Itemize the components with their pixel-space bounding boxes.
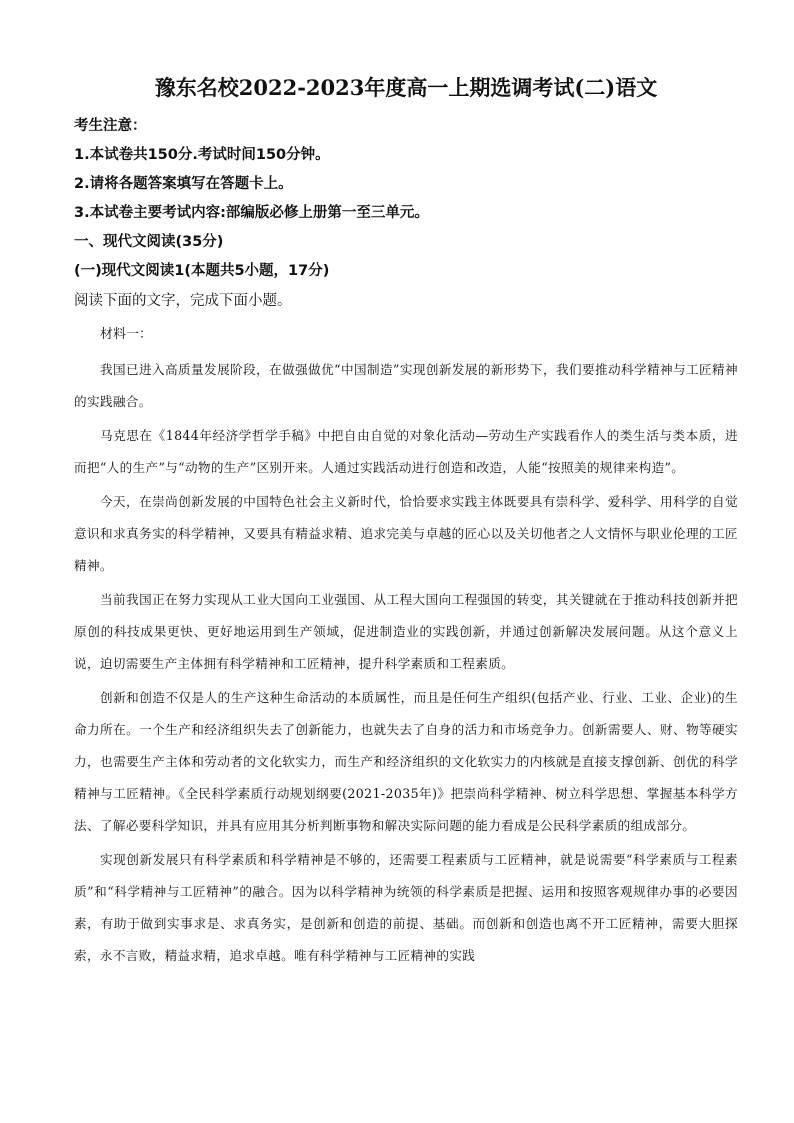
section-heading: 一、现代文阅读(35分) bbox=[74, 234, 224, 250]
material-paragraph: 当前我国正在努力实现从工业大国向工业强国、从工程大国向工程强国的转变，其关键就在于推动科技创新并把原创的科技成果更快、更好地运用到生产领域，促进制造业的实践创新，并通过创新解决发展问题。从这个意义上说，迫切需要生产主体拥有科学精神和工匠精神，提升科学素质和工程素质。 bbox=[74, 592, 738, 671]
exam-title: 豫东名校2022-2023年度高一上期选调考试(二)语文 bbox=[154, 75, 658, 100]
section-subheading: (一)现代文阅读1(本题共5小题，17分) bbox=[74, 263, 330, 279]
material-paragraph: 今天，在崇尚创新发展的中国特色社会主义新时代，恰恰要求实践主体既要具有崇科学、爱科学、用科学的自觉意识和求真务实的科学精神，又要具有精益求精、追求完美与卓越的匠心以及关切他者之人文情怀与职业伦理的工匠精神。 bbox=[74, 494, 738, 573]
material-paragraph: 我国已进入高质量发展阶段，在做强做优“中国制造”实现创新发展的新形势下，我们要推动科学精神与工匠精神的实践融合。 bbox=[74, 362, 738, 409]
material-paragraph: 创新和创造不仅是人的生产这种生命活动的本质属性，而且是任何生产组织(包括产业、行业、工业、企业)的生命力所在。一个生产和经济组织失去了创新能力，也就失去了自身的活力和市场竞争力。创新需要人、财、物等硬实力，也需要生产主体和劳动者的文化软实力，而生产和经济组织的文化软实力的内核就是直接支撑创新、创优的科学精神与工匠精神。《全民科学素质行动规划纲要(2021-2035年)》把崇尚科学精神、树立科学思想、掌握基本科学方法、了解必要科学知识，并具有应用其分析判断事物和解决实际问题的能力看成是公民科学素质的组成部分。 bbox=[74, 690, 738, 833]
notice-item: 2.请将各题答案填写在答题卡上。 bbox=[74, 176, 293, 192]
notice-heading: 考生注意： bbox=[74, 118, 147, 134]
notice-item: 3.本试卷主要考试内容:部编版必修上册第一至三单元。 bbox=[74, 205, 429, 221]
section-instruction: 阅读下面的文字，完成下面小题。 bbox=[74, 293, 292, 309]
notice-item: 1.本试卷共150分.考试时间150分钟。 bbox=[74, 147, 330, 163]
material-paragraph: 马克思在《1844年经济学哲学手稿》中把自由自觉的对象化活动—劳动生产实践看作人的类生活与类本质，进而把“人的生产”与“动物的生产”区别开来。人通过实践活动进行创造和改造，人能“按照美的规律来构造”。 bbox=[74, 428, 738, 475]
material-paragraph: 实现创新发展只有科学素质和科学精神是不够的，还需要工程素质与工匠精神，就是说需要“科学素质与工程素质”和“科学精神与工匠精神”的融合。因为以科学精神为统领的科学素质是把握、运用和按照客观规律办事的必要因素，有助于做到实事求是、求真务实，是创新和创造的前提、基础。而创新和创造也离不开工匠精神，需要大胆探索，永不言败，精益求精，追求卓越。唯有科学精神与工匠精神的实践 bbox=[74, 852, 738, 963]
material-label: 材料一： bbox=[100, 327, 153, 342]
